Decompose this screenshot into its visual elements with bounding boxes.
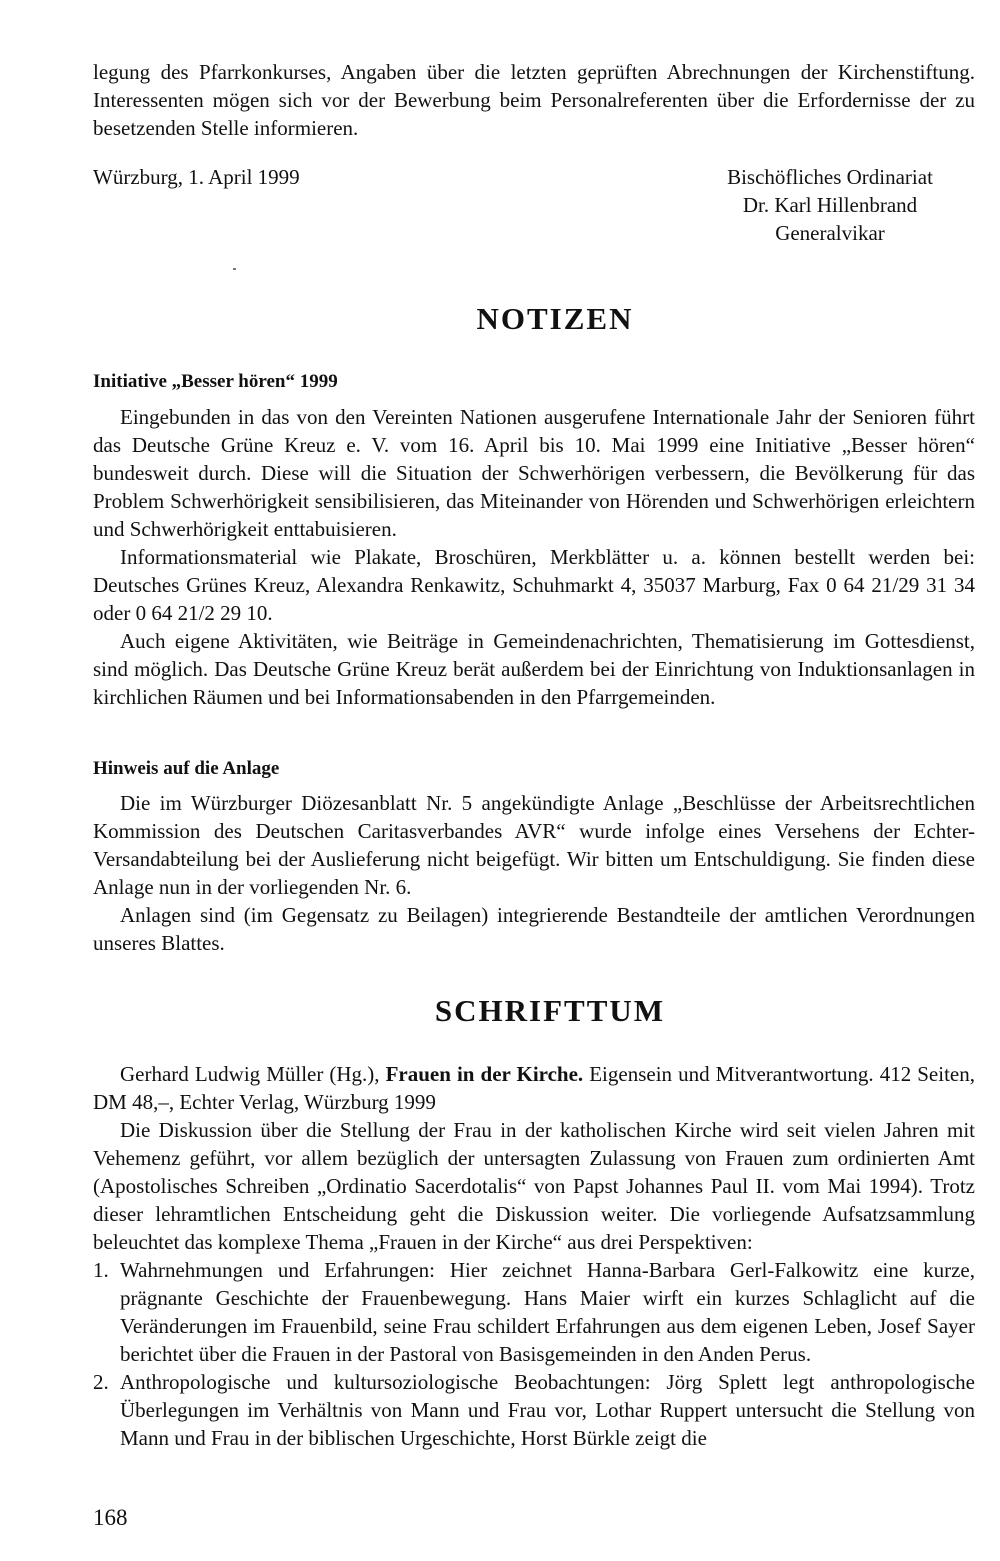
paragraph: Auch eigene Aktivitäten, wie Beiträge in Gemeindenachrichten, Thematisierung im Gottesdienst, sind möglich. Das Deutsche Grüne Kreuz berät außerdem bei der Einrichtung von Induktionsanlagen in kirchlichen Räumen und bei Informationsabenden in den Pfarrgemeinden. — [93, 629, 975, 709]
signature-title: Generalvikar — [775, 221, 885, 245]
book-review — [93, 1060, 975, 1452]
paragraph: Eingebunden in das von den Vereinten Nationen ausgerufene Internationale Jahr der Senioren führt das Deutsche Grüne Kreuz e. V. vom 16. April bis 10. Mai 1999 eine Initiative „Besser hören“ bundesweit durch. Diese will die Situation der Schwerhörigen verbessern, die Bevölkerung für das Problem Schwerhörigkeit sensibilisieren, das Miteinander von Hörenden und Schwerhörigen erleichtern und Schwerhörigkeit enttabuisieren. — [93, 405, 975, 541]
list-number: 1. — [93, 1258, 109, 1282]
section-title-schrifttum: SCHRIFTTUM — [434, 993, 666, 1028]
article-heading-besser-hoeren: Initiative „Besser hören“ 1999 — [93, 371, 338, 392]
review-book-title: Frauen in der Kirche. — [385, 1062, 584, 1086]
paragraph: Anlagen sind (im Gegensatz zu Beilagen) integrierende Bestandteile der amtlichen Verordnungen unseres Blattes. — [93, 903, 975, 955]
list-item — [93, 1368, 975, 1452]
page-number: 168 — [93, 1505, 128, 1530]
list-item — [93, 1256, 975, 1368]
list-text: Anthropologische und kultursoziologische Beobachtungen: Jörg Splett legt anthropologische Überlegungen im Verhältnis von Mann und Frau vor, Lothar Ruppert untersucht die Stellung von Mann und Frau in der biblischen Urgeschichte, Horst Bürkle zeigt die — [120, 1370, 975, 1450]
article-body-besser-hoeren — [93, 403, 975, 711]
speck-mark — [233, 268, 236, 270]
paragraph: Informationsmaterial wie Plakate, Broschüren, Merkblätter u. a. können bestellt werden bei: Deutsches Grünes Kreuz, Alexandra Renkawitz, Schuhmarkt 4, 35037 Marburg, Fax 0 64 21/29 31 34 oder 0 64 21/2 29 10. — [93, 545, 975, 625]
perspectives-list — [93, 1256, 975, 1452]
intro-text: legung des Pfarrkonkurses, Angaben über die letzten geprüften Abrechnungen der Kirchenstiftung. Interessenten mögen sich vor der Bewerbung beim Personalreferenten über die Erfordernisse der zu besetzenden Stelle informieren. — [93, 60, 975, 140]
article-heading-anlage: Hinweis auf die Anlage — [93, 758, 280, 779]
signature-name: Dr. Karl Hillenbrand — [742, 193, 918, 217]
list-text: Wahrnehmungen und Erfahrungen: Hier zeichnet Hanna-Barbara Gerl-Falkowitz eine kurze, prägnante Geschichte der Frauenbewegung. Hans Maier wirft ein kurzes Schlaglicht auf die Veränderungen im Frauenbild, seine Frau schildert Erfahrungen aus dem eigenen Leben, Josef Sayer berichtet über die Frauen in der Pastoral von Basisgemeinden in den Anden Perus. — [120, 1258, 975, 1366]
article-body-anlage — [93, 789, 975, 957]
list-number: 2. — [93, 1370, 109, 1394]
signature-org: Bischöfliches Ordinariat — [727, 165, 933, 189]
review-citation — [93, 1060, 975, 1116]
review-author: Gerhard Ludwig Müller (Hg.), — [120, 1062, 386, 1086]
signature-block — [690, 163, 970, 247]
review-paragraph: Die Diskussion über die Stellung der Frau in der katholischen Kirche wird seit vielen Jahren mit Vehemenz geführt, vor allem bezüglich der untersagten Zulassung von Frauen zum ordinierten Amt (Apostolisches Schreiben „Ordinatio Sacerdotalis“ von Papst Johannes Paul II. vom Mai 1994). Trotz dieser lehramtlichen Entscheidung geht die Diskussion weiter. Die vorliegende Aufsatzsammlung beleuchtet das komplexe Thema „Frauen in der Kirche“ aus drei Perspektiven: — [93, 1118, 975, 1254]
paragraph: Die im Würzburger Diözesanblatt Nr. 5 angekündigte Anlage „Beschlüsse der Arbeitsrechtlichen Kommission des Deutschen Caritasverbandes AVR“ wurde infolge eines Versehens der Echter-Versandabteilung bei der Auslieferung nicht beigefügt. Wir bitten um Entschuldigung. Sie finden diese Anlage nun in der vorliegenden Nr. 6. — [93, 791, 975, 899]
review-details: Eigensein und Mitverantwortung. 412 Seiten, DM 48,–, Echter Verlag, Würzburg 1999 — [93, 1062, 975, 1114]
dateline: Würzburg, 1. April 1999 — [93, 165, 300, 189]
section-title-notizen: NOTIZEN — [476, 301, 634, 336]
intro-paragraph — [93, 58, 975, 142]
